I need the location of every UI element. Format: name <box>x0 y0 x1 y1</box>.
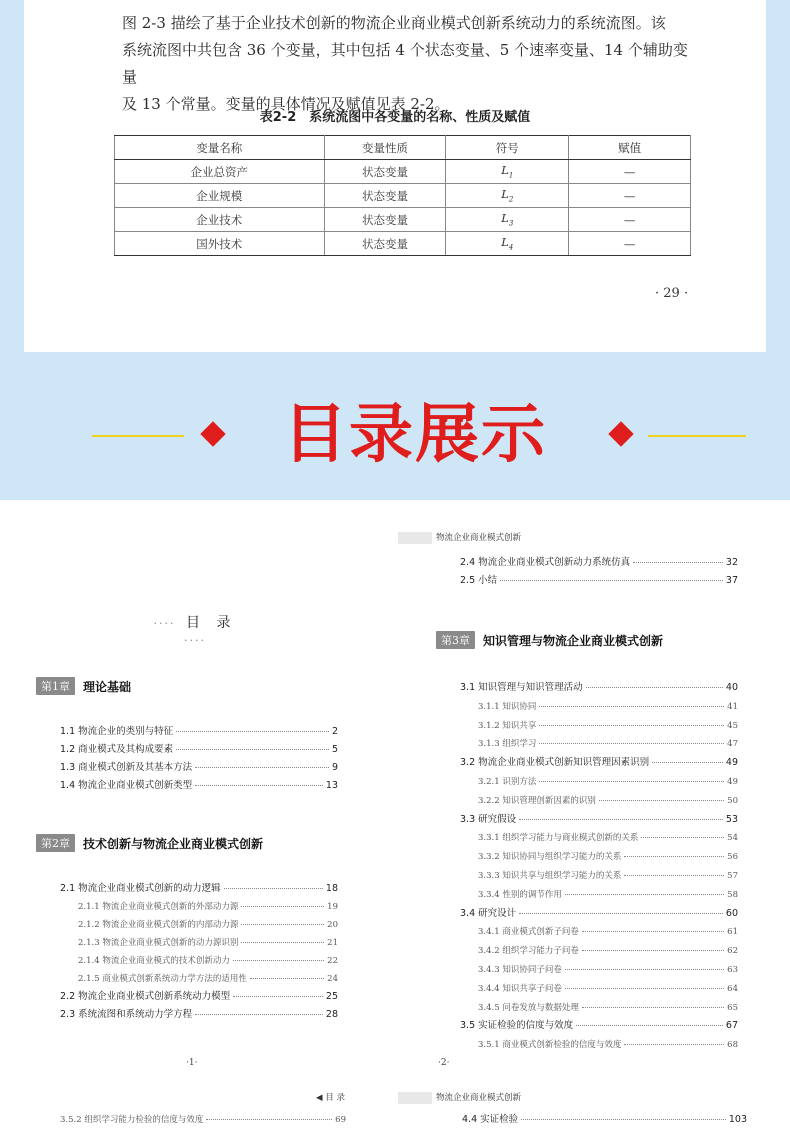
diamond-icon <box>608 421 633 446</box>
cell-symbol: $L_4$ <box>446 232 569 256</box>
toc-entry: 3.3 研究假设 53 <box>460 813 738 825</box>
banner-divider-right <box>648 435 746 437</box>
toc-entry: 2.1.1 物流企业商业模式创新的外部动力源 19 <box>78 902 338 912</box>
running-head: 物流企业商业模式创新 <box>398 531 521 544</box>
cell-name: 国外技术 <box>115 232 325 256</box>
cell-nature: 状态变量 <box>324 184 446 208</box>
chapter-title: 技术创新与物流企业商业模式创新 <box>83 836 264 851</box>
table-row <box>115 184 691 208</box>
section-banner <box>0 395 790 475</box>
toc-entry: 3.2.1 识别方法 49 <box>478 777 738 787</box>
toc-entry: 2.2 物流企业商业模式创新系统动力模型 25 <box>60 991 338 1002</box>
cell-value: — <box>569 184 691 208</box>
toc-entry: 2.1 物流企业商业模式创新的动力逻辑 18 <box>60 883 338 894</box>
intro-line: 系统流图中共包含 36 个变量，其中包括 4 个状态变量、5 个速率变量、14 个辅助变量 <box>122 41 688 86</box>
col-header: 变量性质 <box>324 136 446 160</box>
toc-entry: 3.1.2 知识共享 45 <box>478 720 738 731</box>
table-row <box>115 208 691 232</box>
cell-name: 企业总资产 <box>115 160 325 184</box>
toc-entry: 2.1.3 物流企业商业模式创新的动力源识别 21 <box>78 938 338 948</box>
chapter-tag: 第2章 <box>36 834 75 852</box>
cell-symbol: $L_2$ <box>446 184 569 208</box>
toc-entry: 1.1 物流企业的类别与特征 2 <box>60 726 338 737</box>
toc-entry: 1.3 商业模式创新及其基本方法 9 <box>60 762 338 773</box>
toc-heading: ···· 目 录 ···· <box>153 615 237 647</box>
toc-entry: 2.1.5 商业模式创新系统动力学方法的适用性 24 <box>78 974 338 984</box>
toc-entry: 3.3.2 知识协同与组织学习能力的关系 56 <box>478 852 738 863</box>
toc-entry: 3.4.2 组织学习能力子问卷 62 <box>478 946 738 957</box>
intro-paragraph <box>122 10 702 118</box>
chapter-tag: 第3章 <box>436 631 475 649</box>
toc-entry: 3.5.1 商业模式创新检验的信度与效度 68 <box>478 1040 738 1051</box>
cell-nature: 状态变量 <box>324 160 446 184</box>
toc-entry: 2.4 物流企业商业模式创新动力系统仿真 32 <box>460 557 738 568</box>
chapter-title: 知识管理与物流企业商业模式创新 <box>483 633 664 648</box>
toc-entry: 3.5.2 组织学习能力检验的信度与效度 69 <box>60 1115 346 1125</box>
cell-symbol: $L_3$ <box>446 208 569 232</box>
toc-entry: 3.1.1 知识协同 41 <box>478 701 738 712</box>
table-row <box>115 232 691 256</box>
page-number: · 29 · <box>655 286 689 301</box>
cell-value: — <box>569 160 691 184</box>
chapter-title: 理论基础 <box>83 679 132 694</box>
toc-entry: 3.4.5 问卷发放与数据处理 65 <box>478 1002 738 1013</box>
diamond-icon <box>200 421 225 446</box>
toc-entry: 2.1.2 物流企业商业模式创新的内部动力源 20 <box>78 920 338 930</box>
cell-value: — <box>569 232 691 256</box>
toc-entry: 3.4 研究设计 60 <box>460 907 738 919</box>
toc-entry: 3.4.4 知识共享子问卷 64 <box>478 983 738 994</box>
folio-left: ·1· <box>186 1058 198 1068</box>
chapter-2-heading <box>36 834 263 852</box>
intro-line: 图 2-3 描绘了基于企业技术创新的物流企业商业模式创新系统动力的系统流图。该 <box>122 14 666 32</box>
toc-entry: 3.3.1 组织学习能力与商业模式创新的关系 54 <box>478 833 738 844</box>
variables-table <box>114 135 691 256</box>
table-caption: 表2-2 系统流图中各变量的名称、性质及赋值 <box>259 110 531 125</box>
toc-entry: 3.1 知识管理与知识管理活动 40 <box>460 682 738 693</box>
running-head-mark <box>398 532 432 544</box>
cell-name: 企业技术 <box>115 208 325 232</box>
col-header: 变量名称 <box>115 136 325 160</box>
toc-entry: 3.4.3 知识协同子问卷 63 <box>478 965 738 975</box>
toc-entry: 3.2 物流企业商业模式创新知识管理因素识别 49 <box>460 757 738 769</box>
table-row <box>115 160 691 184</box>
toc-entry: 2.5 小结 37 <box>460 575 738 586</box>
cell-nature: 状态变量 <box>324 232 446 256</box>
toc-entry: 3.3.4 性别的调节作用 58 <box>478 889 738 900</box>
cell-symbol: $L_1$ <box>446 160 569 184</box>
folio-right: ·2· <box>438 1058 450 1068</box>
cell-name: 企业规模 <box>115 184 325 208</box>
toc-entry: 3.1.3 组织学习 47 <box>478 739 738 750</box>
chapter-tag: 第1章 <box>36 677 75 695</box>
toc-entry: 1.4 物流企业商业模式创新类型 13 <box>60 780 338 791</box>
toc-entry: 2.3 系统流图和系统动力学方程 28 <box>60 1009 338 1020</box>
toc-entry: 2.1.4 物流企业商业模式的技术创新动力 22 <box>78 956 338 966</box>
cell-nature: 状态变量 <box>324 208 446 232</box>
chapter-1-heading <box>36 677 131 695</box>
banner-divider-left <box>92 435 184 437</box>
toc-entry: 3.3.3 知识共享与组织学习能力的关系 57 <box>478 871 738 881</box>
banner-title: 目录展示 <box>283 398 547 472</box>
toc-entry: 4.4 实证检验 103 <box>462 1114 747 1125</box>
table-header-row <box>115 136 691 160</box>
cell-value: — <box>569 208 691 232</box>
running-head-left: ◀ 目 录 <box>316 1093 345 1103</box>
toc-entry: 3.5 实证检验的信度与效度 67 <box>460 1020 738 1032</box>
running-head-mark <box>398 1092 432 1104</box>
toc-entry: 3.2.2 知识管理创新因素的识别 50 <box>478 795 738 806</box>
col-header: 符号 <box>446 136 569 160</box>
toc-entry: 1.2 商业模式及其构成要素 5 <box>60 744 338 755</box>
running-head-right: 物流企业商业模式创新 <box>398 1091 521 1104</box>
toc-entry: 3.4.1 商业模式创新子问卷 61 <box>478 927 738 938</box>
chapter-3-heading <box>436 631 663 649</box>
intro-line: 及 13 个常量。变量的具体情况及赋值见表 2-2。 <box>122 95 450 113</box>
col-header: 赋值 <box>569 136 691 160</box>
